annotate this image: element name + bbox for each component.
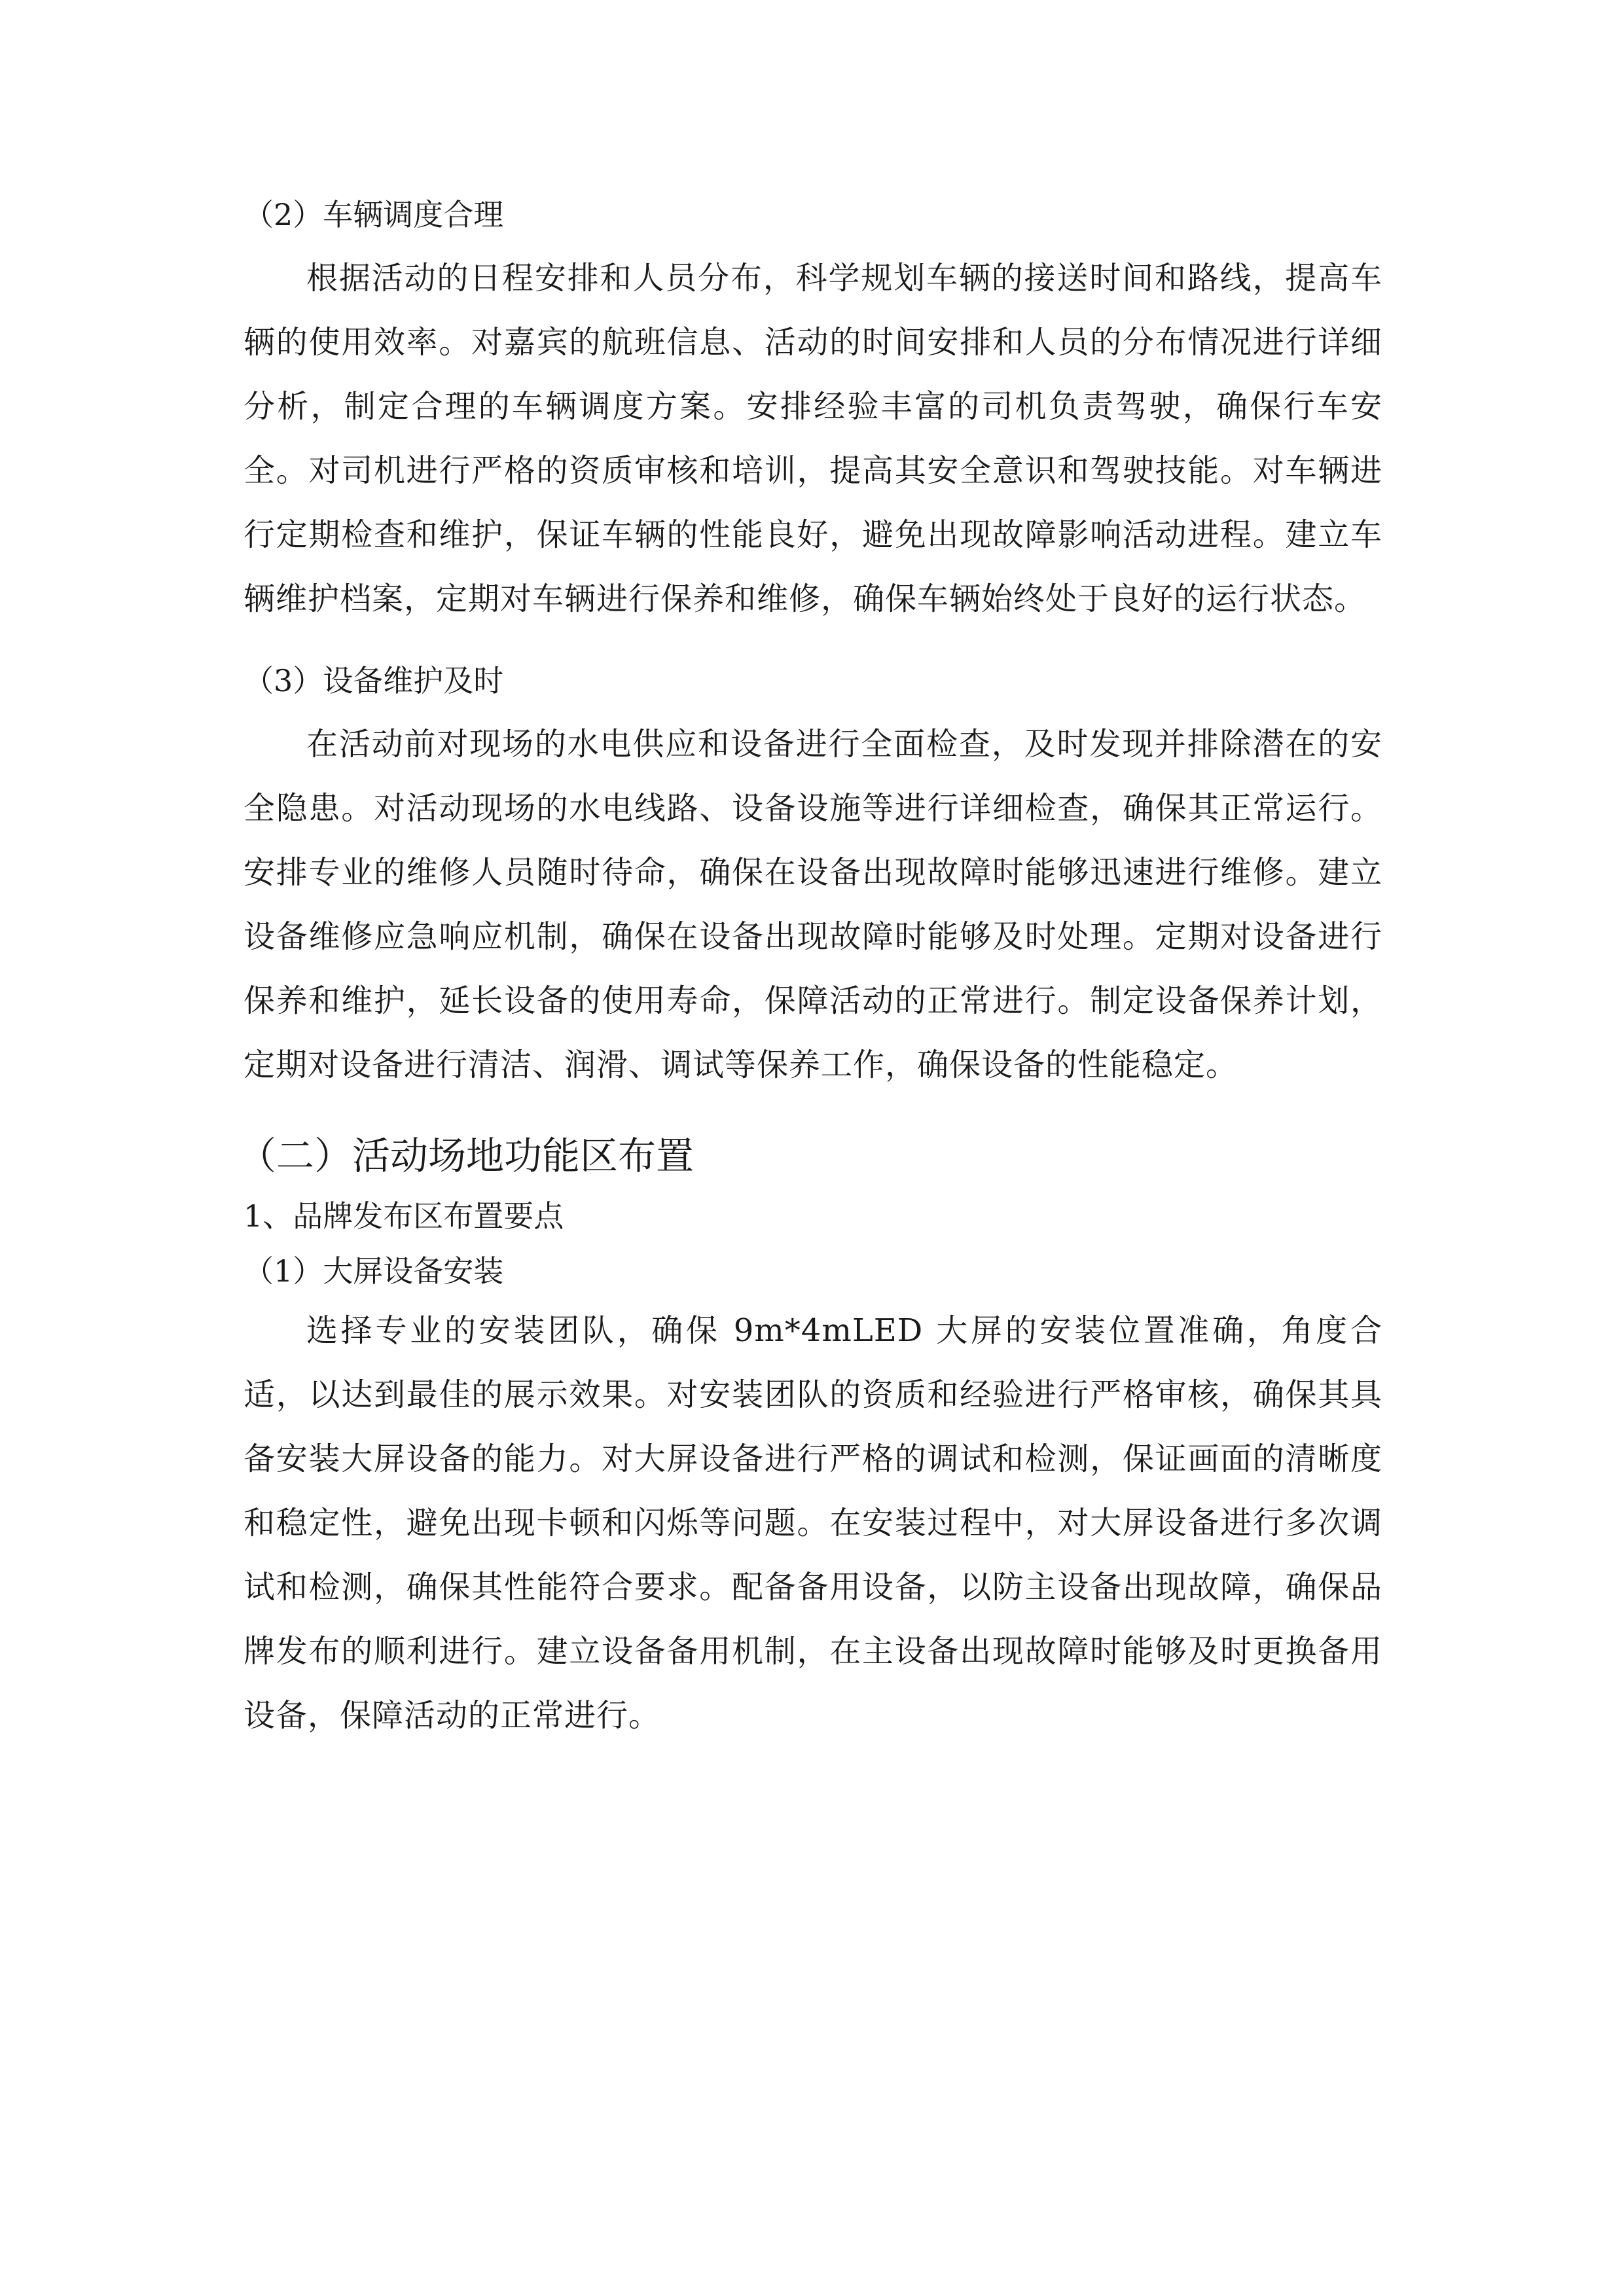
heading-screen-installation: （1）大屏设备安装 [244, 1253, 504, 1289]
spacer [244, 631, 1382, 649]
section-title-venue-layout: （二）活动场地功能区布置 [238, 1134, 695, 1178]
item-title-brand-launch-area: 1、品牌发布区布置要点 [244, 1198, 564, 1234]
document-body [238, 183, 1382, 1748]
paragraph-screen-installation: 选择专业的安装团队，确保 9m*4mLED 大屏的安装位置准确，角度合适，以达到最佳的展示效果。对安装团队的资质和经验进行严格审核，确保其具备安装大屏设备的能力。对大屏设备进行严格的调试和检测，保证画面的清晰度和稳定性，避免出现卡顿和闪烁等问题。在安装过程中，对大屏设备进行多次调试和检测，确保其性能符合要求。配备备用设备，以防主设备出现故障，确保品牌发布的顺利进行。建立设备备用机制，在主设备出现故障时能够及时更换备用设备，保障活动的正常进行。 [244, 1312, 1382, 1734]
paragraph-vehicle-dispatch: 根据活动的日程安排和人员分布，科学规划车辆的接送时间和路线，提高车辆的使用效率。对嘉宾的航班信息、活动的时间安排和人员的分布情况进行详细分析，制定合理的车辆调度方案。安排经验丰富的司机负责驾驶，确保行车安全。对司机进行严格的资质审核和培训，提高其安全意识和驾驶技能。对车辆进行定期检查和维护，保证车辆的性能良好，避免出现故障影响活动进程。建立车辆维护档案，定期对车辆进行保养和维修，确保车辆始终处于良好的运行状态。 [244, 260, 1382, 617]
spacer [244, 1097, 1382, 1123]
paragraph-equipment-maintenance: 在活动前对现场的水电供应和设备进行全面检查，及时发现并排除潜在的安全隐患。对活动现场的水电线路、设备设施等进行详细检查，确保其正常运行。安排专业的维修人员随时待命，确保在设备出现故障时能够迅速进行维修。建立设备维修应急响应机制，确保在设备出现故障时能够及时处理。定期对设备进行保养和维护，延长设备的使用寿命，保障活动的正常进行。制定设备保养计划，定期对设备进行清洁、润滑、调试等保养工作，确保设备的性能稳定。 [244, 726, 1382, 1083]
heading-vehicle-dispatch: （2）车辆调度合理 [244, 197, 504, 232]
heading-equipment-maintenance: （3）设备维护及时 [244, 663, 504, 698]
